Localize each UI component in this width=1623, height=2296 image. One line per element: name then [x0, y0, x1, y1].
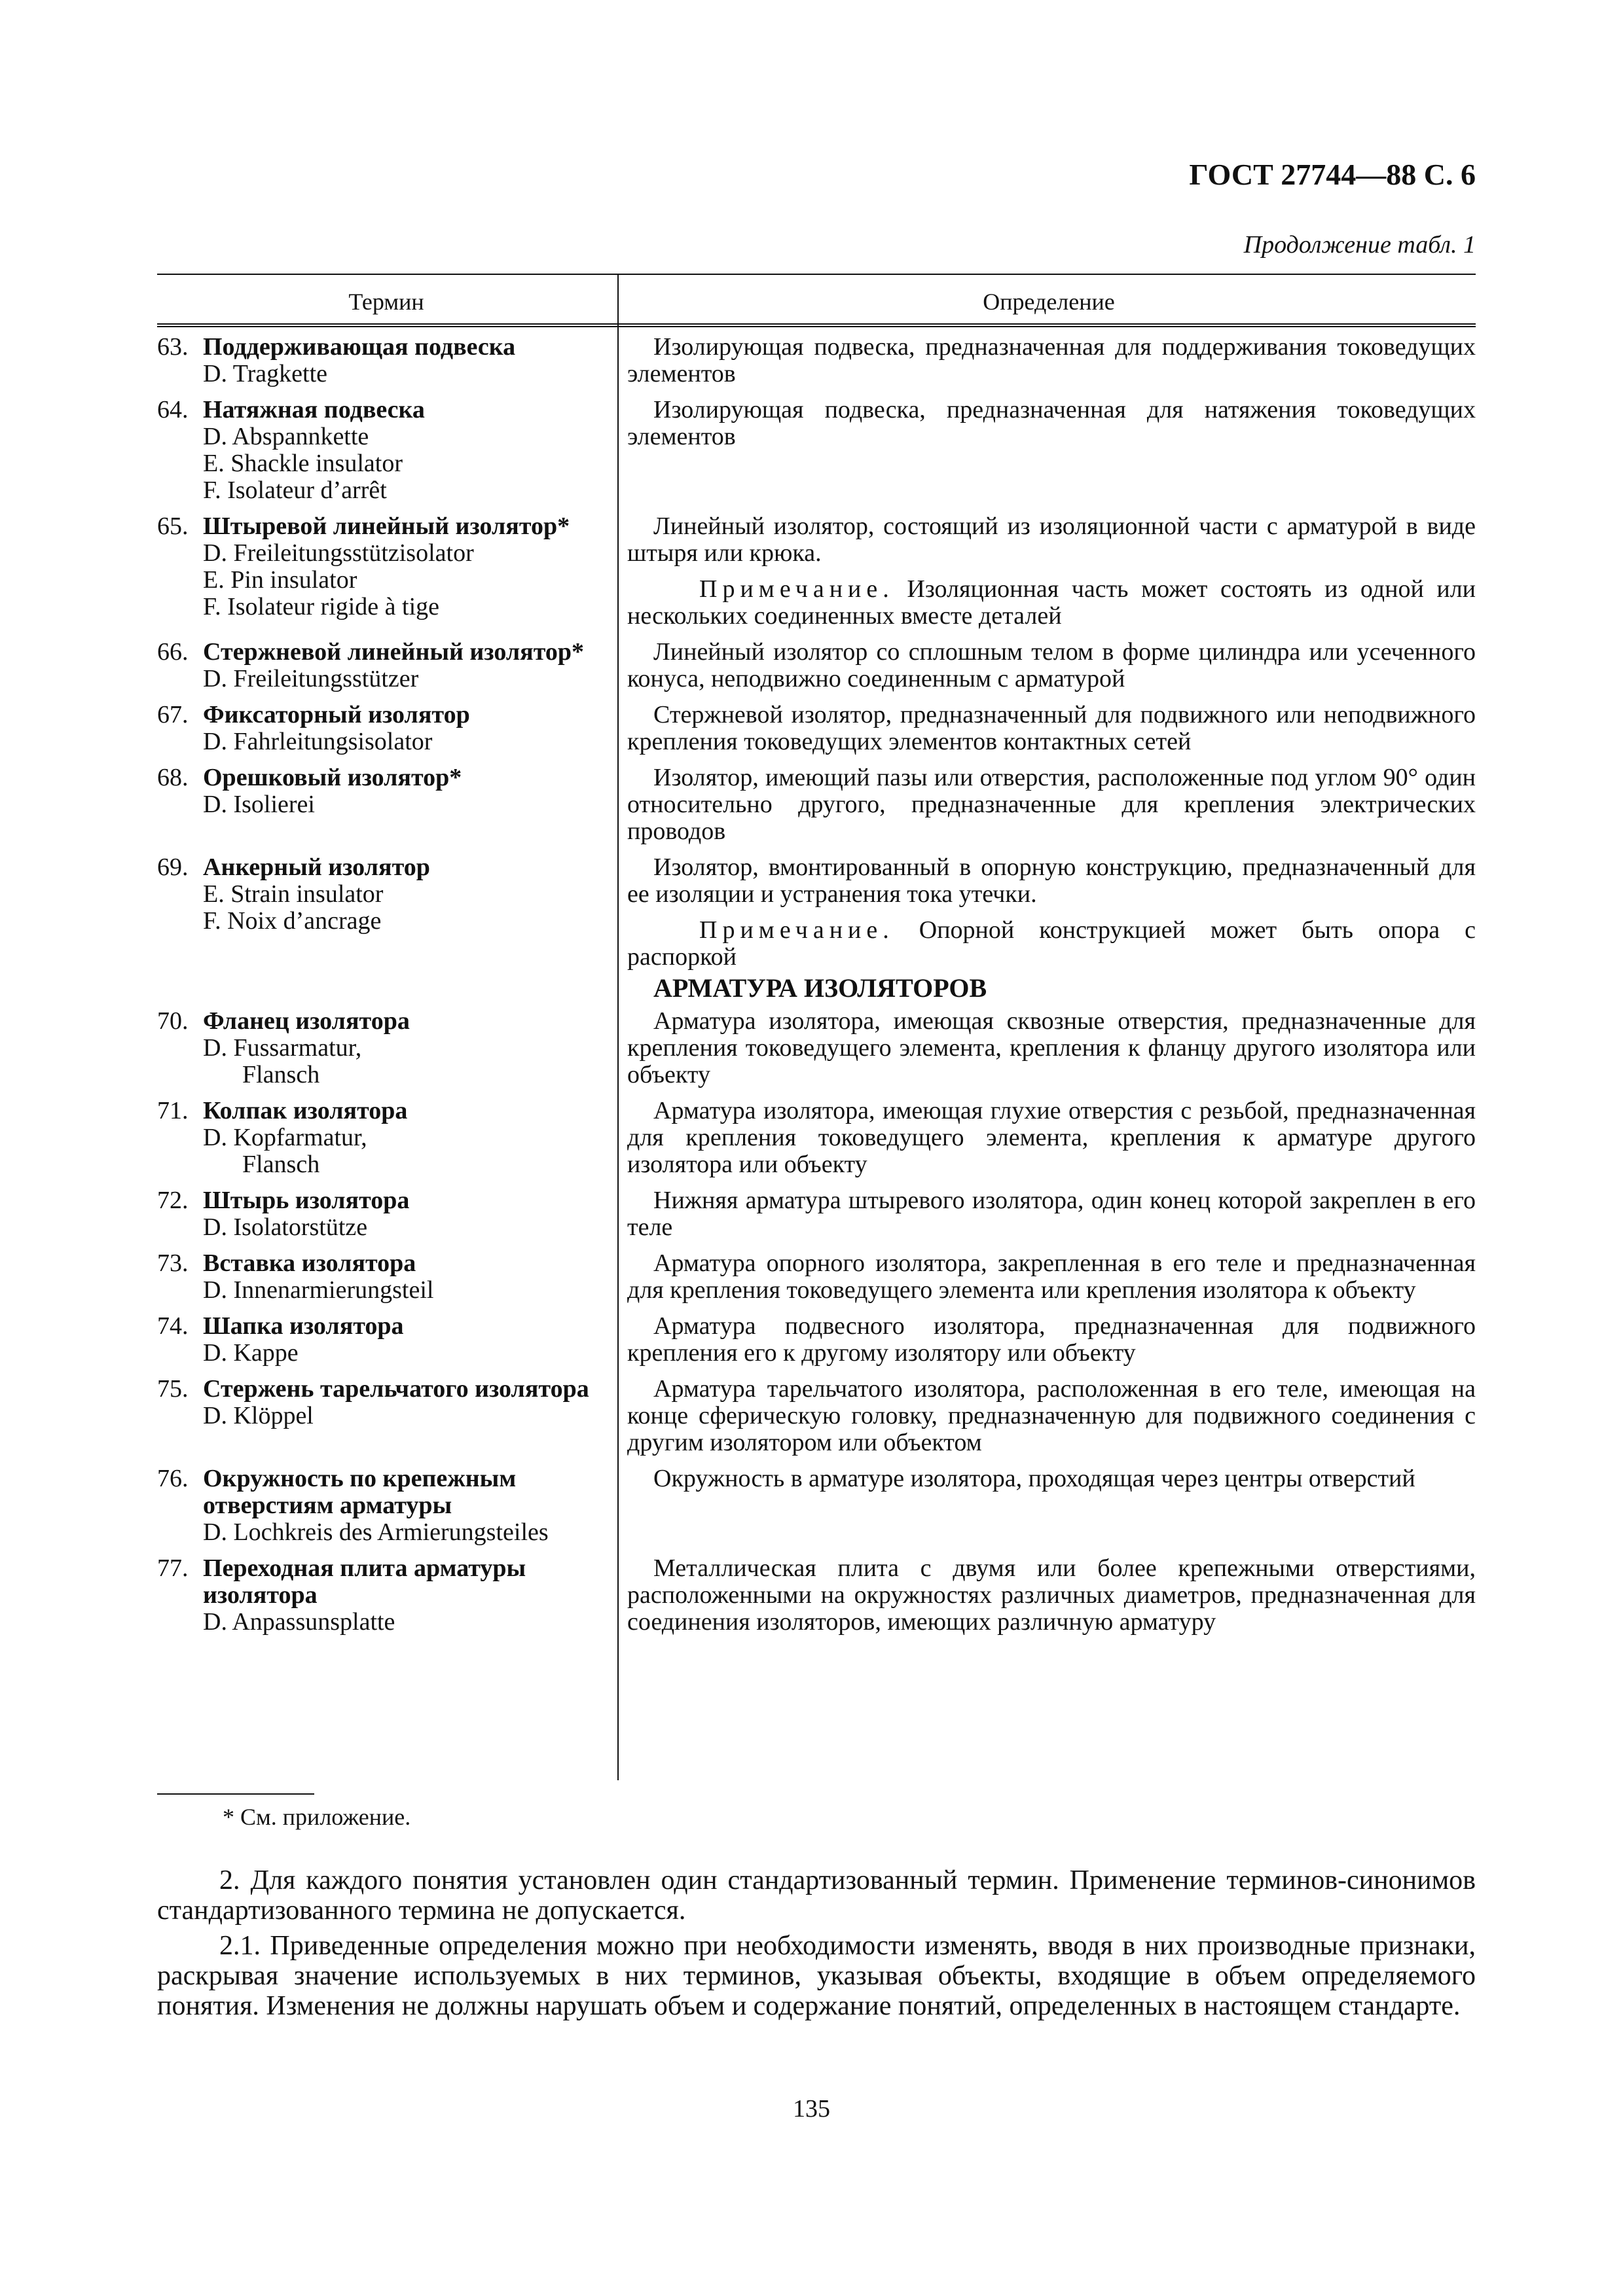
- term-foreign: F. Isolateur rigide à tige: [203, 593, 440, 620]
- term-foreign: D. Anpassunsplatte: [203, 1608, 395, 1636]
- paragraph: [157, 1865, 1476, 1926]
- term-name: Шапка изолятора: [203, 1312, 404, 1340]
- definition-note: [627, 576, 1476, 630]
- term-cell: [157, 1465, 615, 1546]
- definition-text: Арматура опорного изолятора, закрепленная в его теле и предназначенная для крепления токоведущего элемента или крепления изолятора к объекту: [627, 1249, 1476, 1304]
- term-cell: [157, 334, 615, 387]
- page-number: 135: [793, 2095, 830, 2123]
- term-cell: [157, 639, 615, 692]
- footnote: * См. приложение.: [223, 1804, 411, 1830]
- definition-text: Линейный изолятор, состоящий из изоляционной части с арматурой в виде штыря или крюка.: [627, 512, 1476, 567]
- term-foreign: D. Innenarmierungsteil: [203, 1276, 434, 1304]
- definition-note: [627, 917, 1476, 971]
- term-foreign: D. Isolatorstütze: [203, 1213, 368, 1241]
- note-text: Опорной конструкцией может быть опора с распоркой: [627, 916, 1476, 971]
- definition-text: Арматура подвесного изолятора, предназначенная для подвижного крепления его к другому изолятору или объекту: [627, 1312, 1476, 1367]
- term-cell: [157, 764, 615, 845]
- term-cell: [157, 854, 615, 1001]
- term-number: 71.: [157, 1097, 189, 1124]
- table-row: [157, 1250, 1476, 1304]
- note-label: Примечание.: [699, 916, 894, 944]
- column-header-term: Термин: [348, 289, 424, 315]
- definition-cell: [615, 1098, 1476, 1178]
- term-name: Фланец изолятора: [203, 1007, 410, 1035]
- term-name: Вставка изолятора: [203, 1249, 416, 1277]
- table-row: [157, 854, 1476, 1001]
- term-number: 76.: [157, 1465, 189, 1492]
- definition-cell: [615, 397, 1476, 504]
- term-cell: [157, 1555, 615, 1636]
- note-label: Примечание.: [699, 575, 894, 603]
- term-cell: [157, 1250, 615, 1304]
- term-number: 72.: [157, 1187, 189, 1214]
- definition-cell: [615, 513, 1476, 630]
- term-foreign: E. Pin insulator: [203, 566, 357, 594]
- table-header-rule: [157, 323, 1476, 327]
- term-name: Стержень тарельчатого изолятора: [203, 1375, 589, 1403]
- definition-text: Линейный изолятор со сплошным телом в форме цилиндра или усеченного конуса, неподвижно соединенным с арматурой: [627, 638, 1476, 692]
- definition-text: Арматура изолятора, имеющая сквозные отверстия, предназначенные для крепления токоведущего элемента, крепления к фланцу другого изолятора или объекту: [627, 1007, 1476, 1088]
- table-row: [157, 397, 1476, 504]
- paragraph-text: 2.1. Приведенные определения можно при необходимости изменять, вводя в них производные признаки, раскрывая значение используемых в них терминов, указывая объекты, входящие в объем определяемого понятия. Изменения не должны нарушать объем и содержание понятий, определенных в настоящем стандарте.: [157, 1931, 1476, 2021]
- document-id: ГОСТ 27744—88 С. 6: [1189, 158, 1476, 191]
- term-name: Переходная плита арматуры изолятора: [203, 1554, 526, 1609]
- table-row: [157, 1098, 1476, 1178]
- definition-cell: [615, 1187, 1476, 1241]
- term-number: 69.: [157, 853, 189, 881]
- definition-cell: [615, 702, 1476, 755]
- term-name: Поддерживающая подвеска: [203, 333, 516, 361]
- term-foreign: Flansch: [242, 1061, 320, 1088]
- definition-text: Изолирующая подвеска, предназначенная для натяжения токоведущих элементов: [627, 396, 1476, 450]
- footnote-rule: [157, 1793, 314, 1795]
- term-number: 67.: [157, 701, 189, 728]
- term-cell: [157, 1376, 615, 1456]
- definition-text: Нижняя арматура штыревого изолятора, один конец которой закреплен в его теле: [627, 1187, 1476, 1241]
- definition-text: Арматура тарельчатого изолятора, расположенная в его теле, имеющая на конце сферическую головку, предназначенную для подвижного соединения с другим изолятором или объектом: [627, 1375, 1476, 1456]
- term-foreign: D. Fussarmatur,: [203, 1034, 362, 1062]
- term-foreign: D. Freileitungsstützisolator: [203, 539, 474, 567]
- definition-text: Изолирующая подвеска, предназначенная для поддерживания токоведущих элементов: [627, 333, 1476, 387]
- term-number: 64.: [157, 396, 189, 423]
- term-name: Окружность по крепежным отверстиям арматуры: [203, 1465, 517, 1519]
- term-name: Штыревой линейный изолятор*: [203, 512, 570, 540]
- section-heading: АРМАТУРА ИЗОЛЯТОРОВ: [653, 973, 987, 1003]
- term-name: Анкерный изолятор: [203, 853, 430, 881]
- definition-text: Стержневой изолятор, предназначенный для подвижного или неподвижного крепления токоведущих элементов контактных сетей: [627, 701, 1476, 755]
- term-cell: [157, 1313, 615, 1367]
- term-name: Штырь изолятора: [203, 1187, 410, 1214]
- column-header-definition: Определение: [983, 289, 1115, 315]
- definition-cell: [615, 334, 1476, 387]
- term-number: 68.: [157, 764, 189, 791]
- definition-text: Изолятор, имеющий пазы или отверстия, расположенные под углом 90° один относительно другого, предназначенные для крепления электрических проводов: [627, 764, 1476, 845]
- term-foreign: D. Kappe: [203, 1339, 299, 1367]
- table-row: [157, 764, 1476, 845]
- paragraph-text: 2. Для каждого понятия установлен один стандартизованный термин. Применение терминов-синонимов стандартизованного термина не допускается.: [157, 1865, 1476, 1926]
- table-row: [157, 1465, 1476, 1546]
- term-number: 70.: [157, 1007, 189, 1035]
- term-name: Фиксаторный изолятор: [203, 701, 470, 728]
- term-cell: [157, 702, 615, 755]
- note-text: Изоляционная часть может состоять из одной или нескольких соединенных вместе деталей: [627, 575, 1476, 630]
- table-row: [157, 702, 1476, 755]
- term-cell: [157, 397, 615, 504]
- term-number: 75.: [157, 1375, 189, 1403]
- definition-text: Металлическая плита с двумя или более крепежными отверстиями, расположенными на окружностях различных диаметров, предназначенная для соединения изоляторов, имеющих различную арматуру: [627, 1554, 1476, 1636]
- term-name: Орешковый изолятор*: [203, 764, 462, 791]
- term-foreign: D. Kopfarmatur,: [203, 1124, 367, 1151]
- table-row: [157, 1313, 1476, 1367]
- term-number: 65.: [157, 512, 189, 540]
- term-number: 73.: [157, 1249, 189, 1277]
- table-row: [157, 1008, 1476, 1088]
- term-cell: [157, 1098, 615, 1178]
- term-foreign: D. Fahrleitungsisolator: [203, 728, 433, 755]
- term-name: Стержневой линейный изолятор*: [203, 638, 585, 666]
- definition-cell: [615, 1313, 1476, 1367]
- definition-cell: [615, 1008, 1476, 1088]
- term-foreign: D. Isolierei: [203, 791, 315, 818]
- definition-text: Изолятор, вмонтированный в опорную конструкцию, предназначенный для ее изоляции и устранения тока утечки.: [627, 853, 1476, 908]
- definition-cell: [615, 1465, 1476, 1546]
- term-foreign: D. Klöppel: [203, 1402, 314, 1429]
- term-number: 77.: [157, 1554, 189, 1582]
- table-row: [157, 334, 1476, 387]
- term-foreign: Flansch: [242, 1151, 320, 1178]
- table-row: [157, 513, 1476, 630]
- term-foreign: E. Strain insulator: [203, 880, 384, 908]
- term-number: 74.: [157, 1312, 189, 1340]
- term-foreign: D. Abspannkette: [203, 423, 369, 450]
- term-cell: [157, 513, 615, 630]
- definition-cell: [615, 1376, 1476, 1456]
- table-row: [157, 1187, 1476, 1241]
- term-foreign: D. Freileitungsstützer: [203, 665, 419, 692]
- definition-cell: [615, 764, 1476, 845]
- term-number: 66.: [157, 638, 189, 666]
- term-foreign: F. Isolateur d’arrêt: [203, 476, 387, 504]
- table-continuation-note: Продолжение табл. 1: [1243, 231, 1476, 259]
- terms-table: [157, 334, 1476, 1636]
- table-row: [157, 639, 1476, 692]
- term-foreign: D. Lochkreis des Armierungsteiles: [203, 1518, 549, 1546]
- table-top-rule: [157, 274, 1476, 275]
- definition-text: Окружность в арматуре изолятора, проходящая через центры отверстий: [653, 1465, 1415, 1492]
- definition-text: Арматура изолятора, имеющая глухие отверстия с резьбой, предназначенная для крепления токоведущего элемента, крепления к арматуре другого изолятора или объекту: [627, 1097, 1476, 1178]
- term-name: Колпак изолятора: [203, 1097, 408, 1124]
- term-foreign: D. Tragkette: [203, 360, 327, 387]
- definition-cell: [615, 854, 1476, 1001]
- term-foreign: E. Shackle insulator: [203, 450, 403, 477]
- term-cell: [157, 1187, 615, 1241]
- term-name: Натяжная подвеска: [203, 396, 425, 423]
- table-row: [157, 1376, 1476, 1456]
- table-row: [157, 1555, 1476, 1636]
- term-cell: [157, 1008, 615, 1088]
- term-foreign: F. Noix d’ancrage: [203, 907, 382, 935]
- definition-cell: [615, 1250, 1476, 1304]
- term-number: 63.: [157, 333, 189, 361]
- definition-cell: [615, 1555, 1476, 1636]
- paragraph: [157, 1931, 1476, 2021]
- definition-cell: [615, 639, 1476, 692]
